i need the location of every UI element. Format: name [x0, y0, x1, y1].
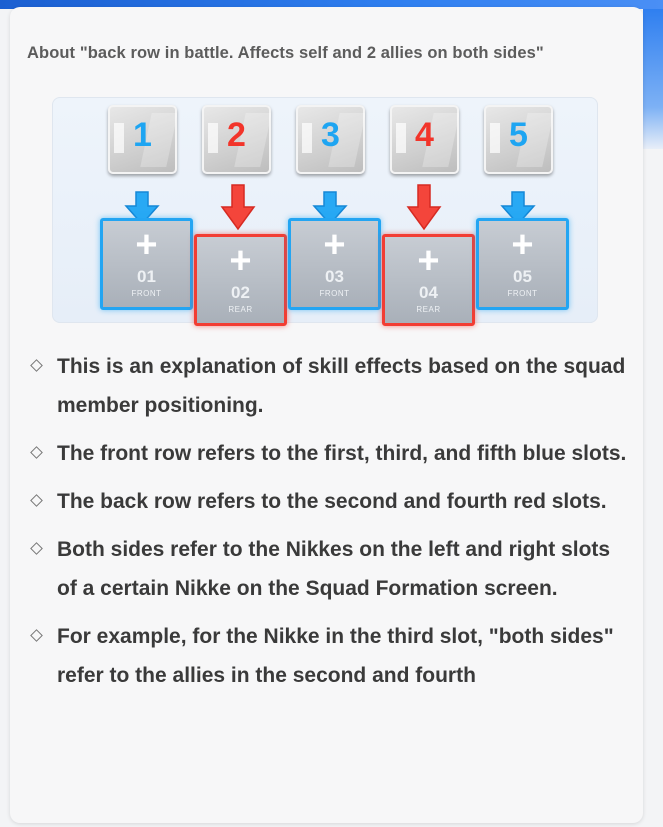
diamond-bullet-icon: [30, 359, 43, 372]
plus-icon: +: [135, 224, 158, 266]
squad-slot-05: [476, 218, 569, 310]
position-card-4: [390, 105, 459, 174]
position-card-5: [484, 105, 553, 174]
position-card-1: [108, 105, 177, 174]
list-item: [30, 434, 630, 473]
squad-slot-04: [382, 234, 475, 326]
slot-label: REAR: [416, 305, 441, 314]
position-card-3: [296, 105, 365, 174]
position-number: 1: [133, 116, 152, 154]
list-item: [30, 530, 630, 608]
position-number: 5: [509, 116, 528, 154]
diamond-bullet-icon: [30, 446, 43, 459]
position-card-2: [202, 105, 271, 174]
list-item-text: Both sides refer to the Nikkes on the left and right slots of a certain Nikke on the Squad Formation screen.: [57, 538, 611, 600]
position-number: 3: [321, 116, 340, 154]
position-number: 2: [227, 116, 246, 154]
slot-label: FRONT: [507, 289, 538, 298]
list-item-text: The back row refers to the second and fourth red slots.: [57, 490, 607, 513]
plus-icon: +: [229, 240, 252, 282]
slot-number: 05: [513, 267, 532, 286]
list-item-text: The front row refers to the first, third, and fifth blue slots.: [57, 442, 627, 465]
diamond-bullet-icon: [30, 494, 43, 507]
formation-diagram: [52, 97, 598, 323]
slot-label: REAR: [228, 305, 253, 314]
squad-slot-02: [194, 234, 287, 326]
plus-icon: +: [511, 224, 534, 266]
plus-icon: +: [417, 240, 440, 282]
position-number: 4: [415, 116, 434, 154]
list-item-text: For example, for the Nikke in the third slot, "both sides" refer to the allies in the second and fourth: [57, 625, 614, 687]
squad-slot-03: [288, 218, 381, 310]
list-item-text: This is an explanation of skill effects based on the squad member positioning.: [57, 355, 626, 417]
plus-icon: +: [323, 224, 346, 266]
info-card: [10, 7, 643, 823]
red-down-arrow-icon: [404, 183, 444, 233]
list-item: [30, 617, 630, 695]
card-title: About "back row in battle. Affects self and 2 allies on both sides": [27, 44, 544, 62]
squad-slot-01: [100, 218, 193, 310]
slot-label: FRONT: [131, 289, 162, 298]
slot-number: 02: [231, 283, 250, 302]
list-item: [30, 482, 630, 521]
diamond-bullet-icon: [30, 629, 43, 642]
slot-number: 01: [137, 267, 156, 286]
slot-number: 03: [325, 267, 344, 286]
list-item: [30, 347, 630, 425]
explanation-list: [30, 347, 630, 704]
right-background-strip: [643, 9, 663, 149]
red-down-arrow-icon: [218, 183, 258, 233]
slot-number: 04: [419, 283, 438, 302]
diamond-bullet-icon: [30, 542, 43, 555]
slot-label: FRONT: [319, 289, 350, 298]
